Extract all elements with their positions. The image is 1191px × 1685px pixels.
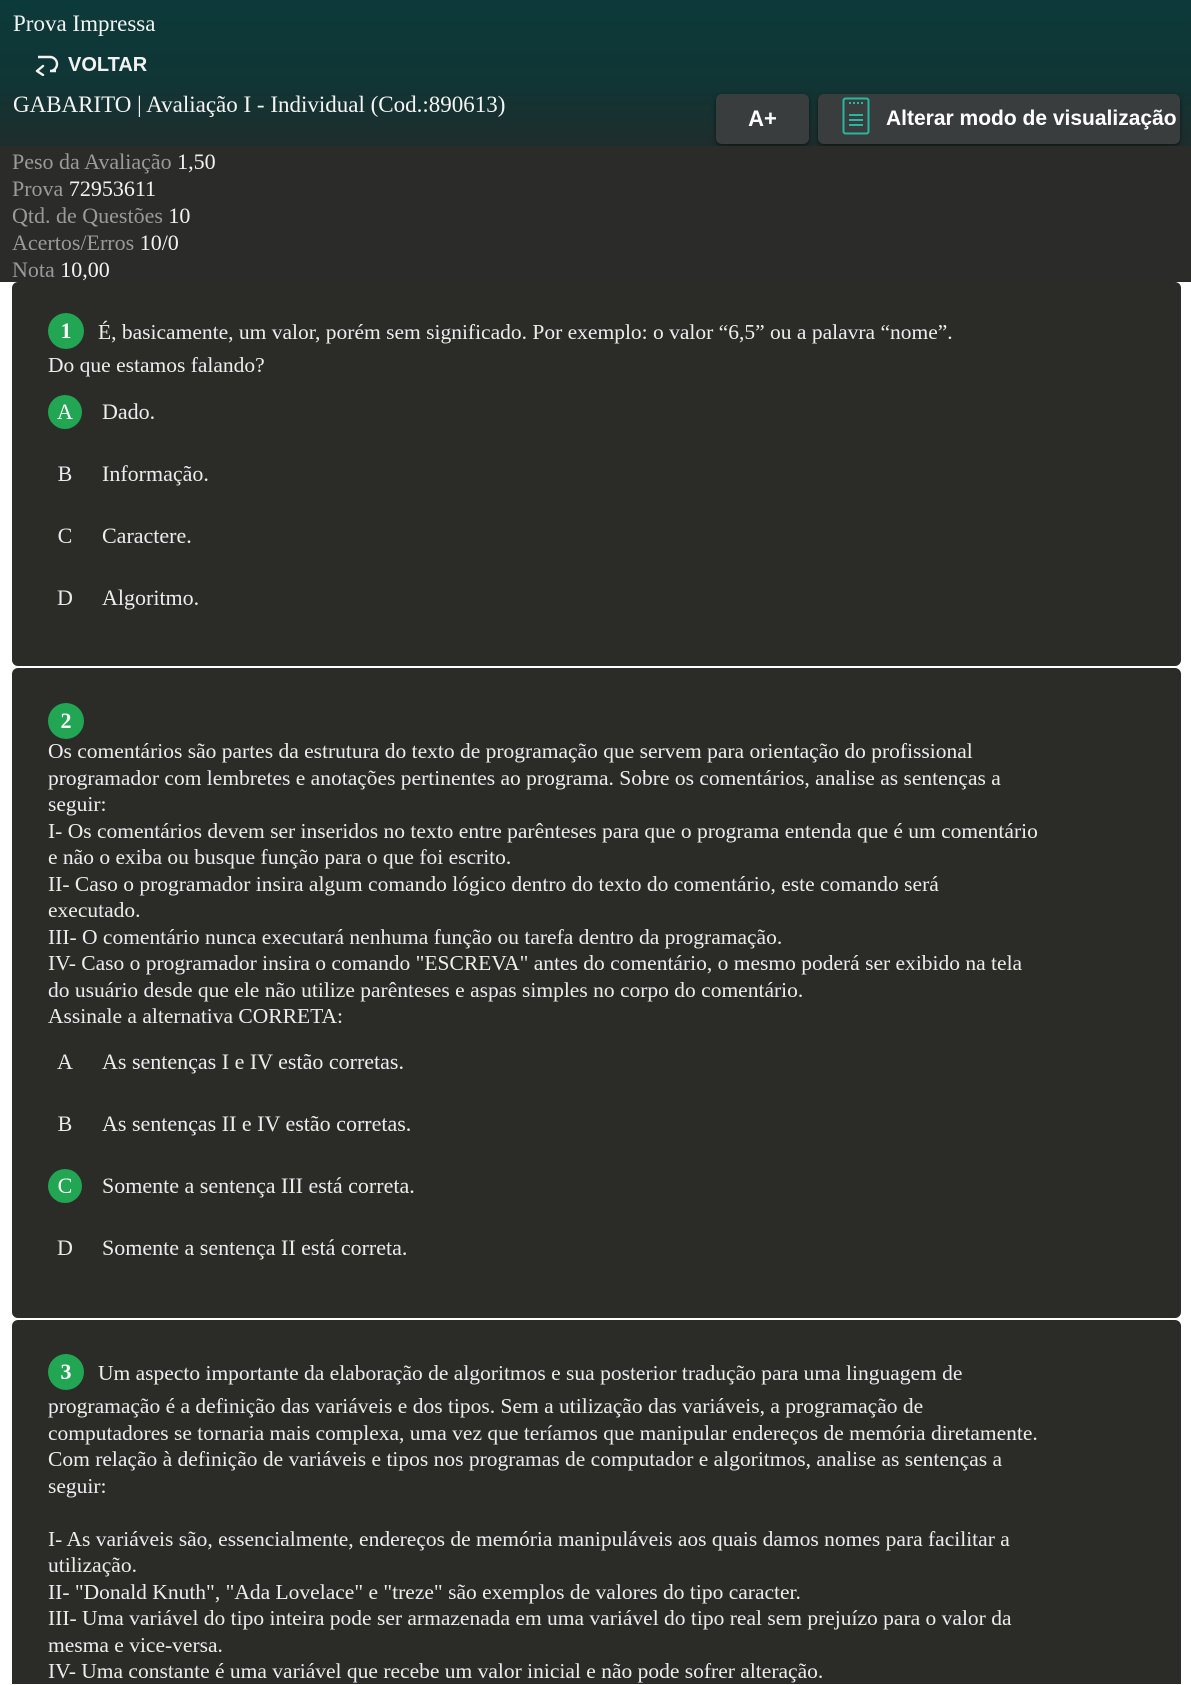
question-text-line: I- As variáveis são, essencialmente, endereços de memória manipuláveis aos quais damos nomes para facilitar a <box>48 1526 1010 1551</box>
info-weight <box>12 149 216 175</box>
option-letter-correct: A <box>48 395 82 429</box>
return-arrow-icon <box>34 54 64 76</box>
info-question-count <box>12 203 190 229</box>
question-text-line: computadores se tornaria mais complexa, uma vez que teríamos que manipular endereços de memória diretamente. <box>48 1420 1038 1445</box>
info-value: 10 <box>168 203 191 228</box>
back-button[interactable] <box>34 50 147 80</box>
option-letter-correct: C <box>48 1169 82 1203</box>
document-icon <box>842 97 870 141</box>
option-letter: C <box>57 523 73 548</box>
blank-line <box>48 1499 1163 1526</box>
header-bar <box>0 0 1191 146</box>
question-card-3 <box>12 1320 1181 1684</box>
info-exam-id <box>12 176 156 202</box>
info-value: 72953611 <box>68 176 157 201</box>
info-label: Peso da Avaliação <box>12 149 172 174</box>
info-label: Prova <box>12 176 64 201</box>
question-text <box>48 738 1163 1030</box>
question-number-badge: 1 <box>48 313 84 349</box>
question-text-line: Um aspecto importante da elaboração de algoritmos e sua posterior tradução para uma linguagem de <box>98 1360 963 1385</box>
question-text-line: executado. <box>48 898 141 922</box>
increase-font-button[interactable]: A+ <box>716 94 809 144</box>
question-number-badge: 3 <box>48 1354 84 1390</box>
question-text-line: do usuário desde que ele não utilize parênteses e aspas simples no corpo do comentário. <box>48 977 804 1002</box>
question-number-badge-wrap <box>48 703 84 739</box>
answer-option[interactable] <box>48 456 948 492</box>
answer-option[interactable] <box>48 394 948 430</box>
question-text-line: Com relação à definição de variáveis e tipos nos programas de computador e algoritmos, analise as sentenças a <box>48 1447 1003 1471</box>
option-text: Somente a sentença II está correta. <box>102 1235 408 1260</box>
answer-option[interactable] <box>48 1106 948 1142</box>
question-card-2 <box>12 668 1181 1318</box>
question-text-line: IV- Caso o programador insira o comando "ESCREVA" antes do comentário, o mesmo poderá ser exibido na tela <box>48 951 1023 975</box>
question-text-line: e não o exiba ou busque função para o que foi escrito. <box>48 845 512 869</box>
info-value: 10/0 <box>139 230 179 255</box>
answer-option[interactable] <box>48 1168 948 1204</box>
question-text-line: Os comentários são partes da estrutura do texto de programação que servem para orientação do profissional <box>48 739 973 763</box>
question-text-line: III- Uma variável do tipo inteira pode ser armazenada em uma variável do tipo real sem prejuízo para o valor da <box>48 1606 1012 1630</box>
change-view-mode-label: Alterar modo de visualização <box>886 107 1177 130</box>
option-letter: D <box>57 585 73 610</box>
question-text-line: IV- Uma constante é uma variável que recebe um valor inicial e não pode sofrer alteração. <box>48 1659 824 1683</box>
info-label: Acertos/Erros <box>12 230 135 255</box>
option-text: Informação. <box>102 461 209 486</box>
question-text-line: utilização. <box>48 1553 137 1577</box>
question-text-line: programador com lembretes e anotações pertinentes ao programa. Sobre os comentários, analise as sentenças a <box>48 765 1001 790</box>
option-letter: B <box>57 1111 73 1136</box>
question-text-line: Do que estamos falando? <box>48 353 265 377</box>
app-title: Prova Impressa <box>13 11 156 36</box>
back-label: VOLTAR <box>68 53 148 76</box>
option-text: As sentenças I e IV estão corretas. <box>102 1049 404 1074</box>
question-text-line: É, basicamente, um valor, porém sem significado. Por exemplo: o valor “6,5” ou a palavra “nome”. <box>98 319 953 344</box>
option-letter: B <box>57 461 73 486</box>
option-text: Algoritmo. <box>102 585 200 610</box>
option-text: As sentenças II e IV estão corretas. <box>102 1111 412 1136</box>
question-number-badge: 2 <box>48 703 84 739</box>
info-label: Qtd. de Questões <box>12 203 163 228</box>
question-text-line: seguir: <box>48 1473 107 1498</box>
question-text-line: mesma e vice-versa. <box>48 1632 223 1657</box>
question-text-line: Assinale a alternativa CORRETA: <box>48 1004 344 1028</box>
question-text-line: III- O comentário nunca executará nenhuma função ou tarefa dentro da programação. <box>48 924 783 949</box>
option-text: Somente a sentença III está correta. <box>102 1173 415 1198</box>
option-letter: D <box>57 1235 73 1260</box>
answer-option[interactable] <box>48 1230 948 1266</box>
question-card-1 <box>12 282 1181 666</box>
question-text-line: I- Os comentários devem ser inseridos no texto entre parênteses para que o programa entenda que é um comentário <box>48 818 1038 843</box>
question-text-line: II- "Donald Knuth", "Ada Lovelace" e "treze" são exemplos de valores do tipo caracter. <box>48 1579 801 1604</box>
option-letter: A <box>57 1049 73 1074</box>
question-text-line: II- Caso o programador insira algum comando lógico dentro do texto do comentário, este comando será <box>48 871 939 896</box>
info-grade <box>12 257 110 283</box>
option-text: Dado. <box>102 399 156 424</box>
info-label: Nota <box>12 257 55 282</box>
answer-option[interactable] <box>48 1044 948 1080</box>
info-value: 10,00 <box>60 257 110 282</box>
answer-option[interactable] <box>48 580 948 616</box>
exam-info-panel <box>0 146 1191 282</box>
question-text-line: programação é a definição das variáveis e dos tipos. Sem a utilização das variáveis, a programação de <box>48 1394 924 1418</box>
question-text-line: seguir: <box>48 792 107 816</box>
info-hits-errors <box>12 230 179 256</box>
answer-option[interactable] <box>48 518 948 554</box>
question-text <box>48 1357 1163 1685</box>
info-value: 1,50 <box>177 149 216 174</box>
exam-title: GABARITO | Avaliação I - Individual (Cod.:890613) <box>13 92 506 117</box>
option-text: Caractere. <box>102 523 192 548</box>
question-text <box>48 316 1163 379</box>
change-view-mode-button[interactable] <box>818 94 1180 144</box>
